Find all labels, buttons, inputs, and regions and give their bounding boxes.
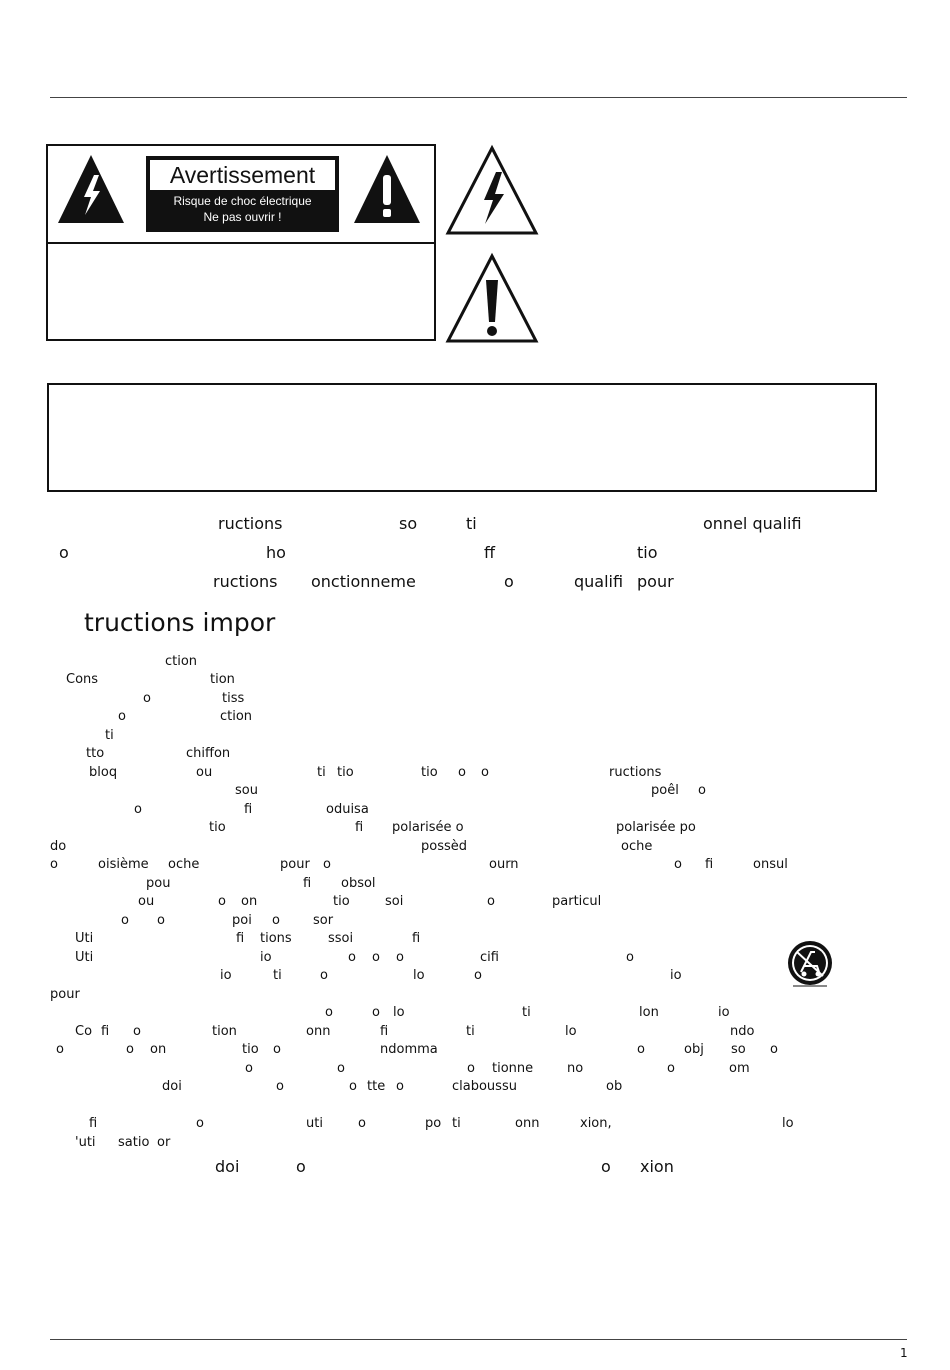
instruction-line-fragment: o [126,1042,134,1057]
instruction-line-fragment: o [372,1005,380,1020]
instruction-line-fragment: pour [50,987,80,1002]
instruction-line-fragment: o [134,802,142,817]
instruction-line-fragment: onn [306,1024,331,1039]
intro-line-fragment: onnel qualifi [703,514,802,533]
instruction-line-fragment: lo [393,1005,405,1020]
instruction-line-fragment: polarisée po [616,820,696,835]
instruction-line-fragment: tionne [492,1061,534,1076]
intro-line-fragment: qualifi [574,572,624,591]
instruction-line-fragment: o [325,1005,333,1020]
instruction-line-fragment: o [118,709,126,724]
instruction-line-fragment: fi [380,1024,389,1039]
instruction-line-fragment: satio [118,1135,150,1150]
instruction-line-fragment: o [56,1042,64,1057]
instruction-line-fragment: o [372,950,380,965]
instruction-line-fragment: tions [260,931,292,946]
instruction-line-fragment: chiffon [186,746,231,761]
instruction-line-fragment: o [626,950,634,965]
instruction-line-fragment: ructions [609,765,662,780]
instruction-line-fragment: ti [452,1116,461,1131]
lightning-label-icon [56,153,126,225]
final-line-fragment: doi [215,1157,240,1176]
instruction-line-fragment: on [150,1042,167,1057]
instruction-line-fragment: bloq [89,765,118,780]
intro-line-fragment: onctionneme [311,572,416,591]
instruction-line-fragment: io [220,968,232,983]
final-line-fragment: o [601,1157,611,1176]
instruction-line-fragment: fi [244,802,253,817]
instruction-line-fragment: Cons [66,672,99,687]
instruction-line-fragment: ction [220,709,253,724]
intro-line-fragment: o [59,543,69,562]
instruction-line-fragment: fi [412,931,421,946]
instruction-line-fragment: sou [235,783,258,798]
instruction-line-fragment: tio [209,820,226,835]
instruction-line-fragment: oche [621,839,653,854]
instruction-line-fragment: tion [212,1024,237,1039]
exclamation-warning-icon [444,252,540,344]
instruction-line-fragment: io [260,950,272,965]
instruction-line-fragment: fi [236,931,245,946]
intro-line-fragment: ructions [213,572,278,591]
instruction-line-fragment: pou [146,876,171,891]
instruction-line-fragment: so [731,1042,746,1057]
instruction-line-fragment: o [323,857,331,872]
instruction-line-fragment: particul [552,894,602,909]
instruction-line-fragment: o [458,765,466,780]
instruction-line-fragment: tiss [222,691,245,706]
instruction-line-fragment: fi [705,857,714,872]
final-line-fragment: o [296,1157,306,1176]
instruction-line-fragment: onsul [753,857,788,872]
instruction-line-fragment: lo [782,1116,794,1131]
instruction-line-fragment: uti [306,1116,323,1131]
instruction-line-fragment: Uti [75,950,94,965]
instruction-line-fragment: o [481,765,489,780]
instruction-line-fragment: ti [105,728,114,743]
instruction-line-fragment: ti [317,765,326,780]
instruction-line-fragment: cifi [480,950,499,965]
instruction-line-fragment: fi [89,1116,98,1131]
warning-label-subtext [147,193,338,225]
instruction-line-fragment: oche [168,857,200,872]
instruction-line-fragment: o [320,968,328,983]
instruction-line-fragment: o [276,1079,284,1094]
instruction-line-fragment: doi [162,1079,182,1094]
instruction-line-fragment: o [273,1042,281,1057]
instruction-line-fragment: tio [242,1042,259,1057]
instruction-line-fragment: o [196,1116,204,1131]
warning-box-bottom [46,242,436,341]
instruction-line-fragment: Uti [75,931,94,946]
instruction-line-fragment: o [487,894,495,909]
instruction-line-fragment: fi [355,820,364,835]
warning-label-line1: Risque de choc électrique [173,194,312,208]
instruction-line-fragment: o [358,1116,366,1131]
instruction-line-fragment: o [121,913,129,928]
final-line-fragment: xion [640,1157,674,1176]
instruction-line-fragment: o [698,783,706,798]
notice-box [47,383,877,492]
header-rule [50,97,907,98]
warning-label [146,156,339,232]
instruction-line-fragment: o [50,857,58,872]
instruction-line-fragment: tio [333,894,350,909]
instruction-line-fragment: ou [196,765,213,780]
instruction-line-fragment: do [50,839,67,854]
instruction-line-fragment: o [396,1079,404,1094]
instruction-line-fragment: tio [337,765,354,780]
intro-line-fragment: o [504,572,514,591]
instruction-line-fragment: o [337,1061,345,1076]
instruction-line-fragment: sor [313,913,334,928]
instruction-line-fragment: no [567,1061,584,1076]
instruction-line-fragment: oisième [98,857,149,872]
intro-line-fragment: pour [637,572,674,591]
intro-line-fragment: ructions [218,514,283,533]
instruction-line-fragment: ssoi [328,931,354,946]
instruction-line-fragment: o [272,913,280,928]
intro-line-fragment: so [399,514,418,533]
instruction-line-fragment: ou [138,894,155,909]
instruction-line-fragment: poêl [651,783,679,798]
instruction-line-fragment: claboussu [452,1079,517,1094]
instruction-line-fragment: ob [606,1079,623,1094]
instruction-line-fragment: io [718,1005,730,1020]
instruction-line-fragment: o [637,1042,645,1057]
instruction-line-fragment: obsol [341,876,376,891]
instruction-line-fragment: onn [515,1116,540,1131]
instruction-line-fragment: polarisée o [392,820,464,835]
instruction-line-fragment: tio [421,765,438,780]
instruction-line-fragment: possèd [421,839,468,854]
instruction-line-fragment: tion [210,672,235,687]
instruction-line-fragment: om [729,1061,750,1076]
instruction-line-fragment: xion, [580,1116,612,1131]
exclamation-label-icon [352,153,422,225]
instruction-line-fragment: obj [684,1042,704,1057]
instruction-line-fragment: Co [75,1024,93,1039]
cart-warning-icon [785,940,835,988]
instruction-line-fragment: ti [466,1024,475,1039]
instruction-line-fragment: fi [101,1024,110,1039]
instruction-line-fragment: o [157,913,165,928]
instruction-line-fragment: ction [165,654,198,669]
section-title: tructions impor [84,608,276,637]
instruction-line-fragment: or [157,1135,171,1150]
intro-line-fragment: tio [637,543,658,562]
instruction-line-fragment: o [349,1079,357,1094]
instruction-line-fragment: o [667,1061,675,1076]
instruction-line-fragment: ti [273,968,282,983]
instruction-line-fragment: tte [367,1079,386,1094]
instruction-line-fragment: ti [522,1005,531,1020]
instruction-line-fragment: lo [413,968,425,983]
instruction-line-fragment: ourn [489,857,519,872]
instruction-line-fragment: on [241,894,258,909]
warning-label-heading: Avertissement [150,160,335,190]
instruction-line-fragment: lo [565,1024,577,1039]
instruction-line-fragment: ndo [730,1024,755,1039]
instruction-line-fragment: ndomma [380,1042,438,1057]
instruction-line-fragment: lon [639,1005,659,1020]
instruction-line-fragment: o [348,950,356,965]
instruction-line-fragment: 'uti [75,1135,96,1150]
lightning-bolt-warning-icon [444,144,540,236]
warning-label-line2: Ne pas ouvrir ! [203,210,282,224]
instruction-line-fragment: fi [303,876,312,891]
instruction-line-fragment: poi [232,913,252,928]
instruction-line-fragment: o [674,857,682,872]
instruction-line-fragment: soi [385,894,404,909]
intro-line-fragment: ff [484,543,496,562]
instruction-line-fragment: po [425,1116,442,1131]
instruction-line-fragment: io [670,968,682,983]
instruction-line-fragment: pour [280,857,310,872]
page-number: 1 [900,1346,908,1360]
instruction-line-fragment: o [133,1024,141,1039]
footer-rule [50,1339,907,1340]
instruction-line-fragment: o [396,950,404,965]
instruction-line-fragment: oduisa [326,802,369,817]
intro-line-fragment: ho [266,543,286,562]
instruction-line-fragment: o [770,1042,778,1057]
instruction-line-fragment: o [245,1061,253,1076]
instruction-line-fragment: tto [86,746,105,761]
intro-line-fragment: ti [466,514,477,533]
instruction-line-fragment: o [467,1061,475,1076]
instruction-line-fragment: o [218,894,226,909]
instruction-line-fragment: o [143,691,151,706]
instruction-line-fragment: o [474,968,482,983]
